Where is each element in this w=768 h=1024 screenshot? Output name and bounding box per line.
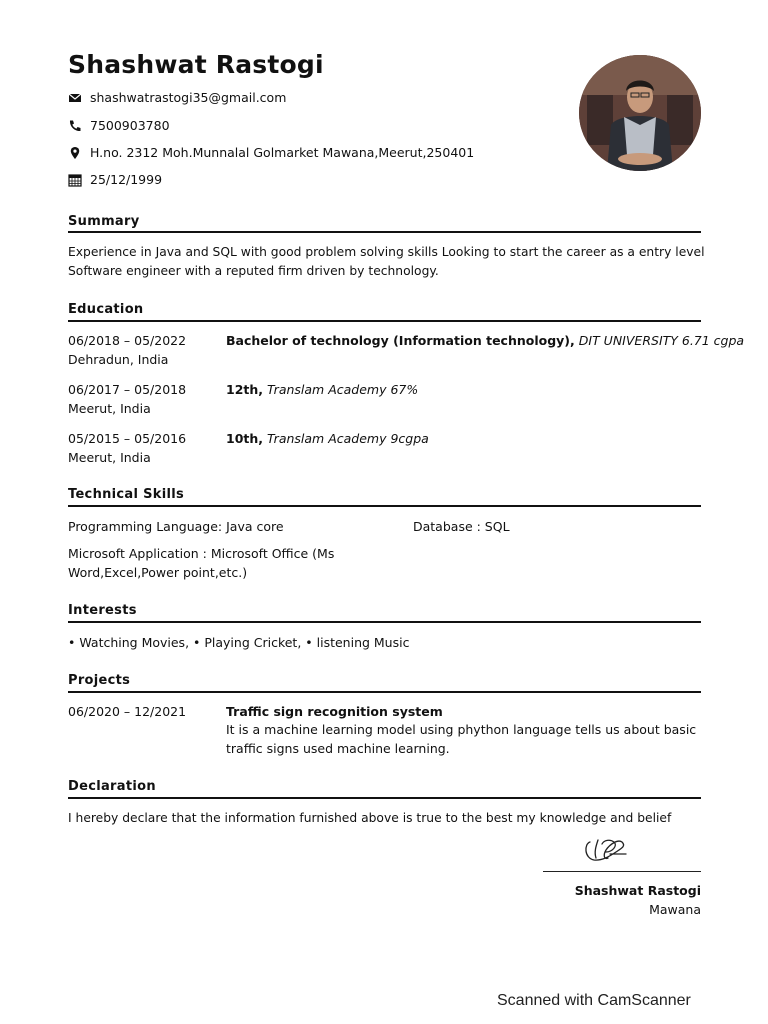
- education-dates-1: 06/2018 – 05/2022: [68, 333, 187, 348]
- declaration-heading: Declaration: [68, 779, 156, 794]
- project-name: Traffic sign recognition system: [226, 704, 443, 719]
- projects-heading: Projects: [68, 673, 131, 688]
- project-desc-line-2: traffic signs used machine learning.: [226, 741, 450, 756]
- skills-heading: Technical Skills: [68, 487, 185, 502]
- education-heading: Education: [68, 302, 144, 317]
- signature-icon: [580, 834, 632, 866]
- summary-line-1: Experience in Java and SQL with good problem solving skills Looking to start the career as a entry level: [68, 245, 705, 259]
- contact-phone: [68, 118, 170, 133]
- envelope-icon: [68, 91, 82, 105]
- education-school-3: Translam Academy 9cgpa: [267, 431, 429, 446]
- phone-icon: [68, 119, 82, 133]
- education-school-1: DIT UNIVERSITY 6.71 cgpa: [578, 333, 745, 348]
- candidate-name: Shashwat Rastogi: [68, 50, 324, 79]
- phone-text: 7500903780: [90, 118, 170, 133]
- signature-name: Shashwat Rastogi: [574, 883, 701, 898]
- education-entry-1: [226, 331, 744, 350]
- skills-database: Database : SQL: [413, 519, 510, 534]
- education-place-1: Dehradun, India: [68, 352, 169, 367]
- email-text: shashwatrastogi35@gmail.com: [90, 90, 287, 105]
- interests-heading: Interests: [68, 603, 137, 618]
- summary-line-2: Software engineer with a reputed firm driven by technology.: [68, 264, 439, 278]
- calendar-icon: [68, 173, 82, 187]
- signature-line: [543, 871, 701, 872]
- education-school-2: Translam Academy 67%: [267, 382, 419, 397]
- education-divider: [68, 320, 701, 322]
- education-entry-3: [226, 429, 429, 448]
- interests-divider: [68, 621, 701, 623]
- profile-photo: [579, 55, 701, 171]
- contact-address: [68, 145, 474, 160]
- contact-email: [68, 90, 286, 105]
- skills-divider: [68, 505, 701, 507]
- dob-text: 25/12/1999: [90, 172, 163, 187]
- contact-dob: [68, 172, 162, 187]
- education-degree-1: Bachelor of technology (Information technology),: [226, 333, 575, 348]
- education-dates-3: 05/2015 – 05/2016: [68, 431, 187, 446]
- person-photo-icon: [579, 55, 701, 171]
- skills-ms-line-1: Microsoft Application : Microsoft Office (Ms: [68, 546, 335, 561]
- skills-programming: Programming Language: Java core: [68, 519, 284, 534]
- project-desc-line-1: It is a machine learning model using phython language tells us about basic: [226, 722, 697, 737]
- education-place-2: Meerut, India: [68, 401, 151, 416]
- project-dates: 06/2020 – 12/2021: [68, 704, 187, 719]
- summary-heading: Summary: [68, 214, 140, 229]
- signature-place: Mawana: [649, 902, 701, 917]
- address-text: H.no. 2312 Moh.Munnalal Golmarket Mawana,Meerut,250401: [90, 145, 475, 160]
- education-place-3: Meerut, India: [68, 450, 151, 465]
- education-entry-2: [226, 380, 418, 399]
- education-dates-2: 06/2017 – 05/2018: [68, 382, 187, 397]
- location-pin-icon: [68, 146, 82, 160]
- scanner-watermark: Scanned with CamScanner: [497, 992, 691, 1009]
- declaration-text: I hereby declare that the information furnished above is true to the best my knowledge and belief: [68, 811, 672, 825]
- summary-divider: [68, 231, 701, 233]
- skills-ms-line-2: Word,Excel,Power point,etc.): [68, 565, 248, 580]
- interests-text: • Watching Movies, • Playing Cricket, • listening Music: [68, 635, 410, 650]
- declaration-divider: [68, 797, 701, 799]
- projects-divider: [68, 691, 701, 693]
- education-degree-3: 10th,: [226, 431, 264, 446]
- education-degree-2: 12th,: [226, 382, 264, 397]
